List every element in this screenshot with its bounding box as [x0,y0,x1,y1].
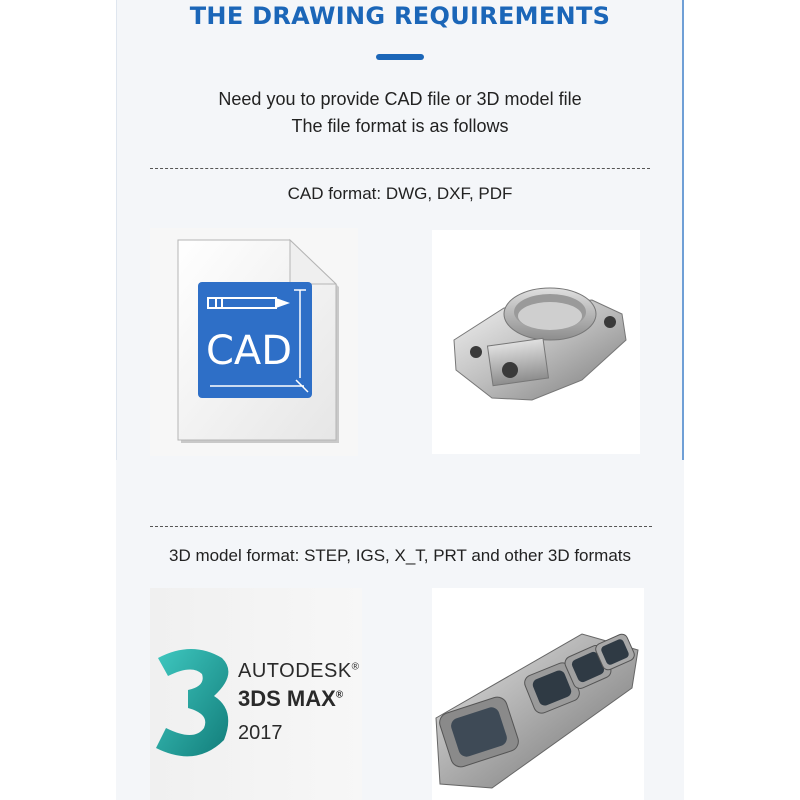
autodesk-brand: AUTODESK® [238,660,360,682]
model-format-label: 3D model format: STEP, IGS, X_T, PRT and other 3D formats [168,546,632,565]
intro-line-2: The file format is as follows [291,116,509,136]
title-underline [376,54,424,60]
manifold-illustration [432,588,644,800]
manifold-part-image [432,588,644,800]
3dsmax-digit-icon [152,644,238,764]
cad-file-image [150,228,358,456]
intro-text [0,86,800,140]
autodesk-brand-text: AUTODESK [238,660,352,682]
page-title: THE DRAWING REQUIREMENTS [189,2,611,30]
product-name: 3DS MAX® [238,686,344,711]
divider-2 [150,526,652,527]
autodesk-3dsmax-logo [150,588,362,800]
divider-1 [150,168,650,169]
machined-part-image [432,230,640,454]
cad-icon-text: CAD [206,328,293,374]
product-name-text: 3DS MAX [238,686,336,711]
cad-file-icon [150,228,358,456]
intro-line-1: Need you to provide CAD file or 3D model file [218,89,582,109]
machined-part-illustration [432,230,640,454]
cad-format-label: CAD format: DWG, DXF, PDF [287,184,513,203]
product-year: 2017 [238,722,283,744]
